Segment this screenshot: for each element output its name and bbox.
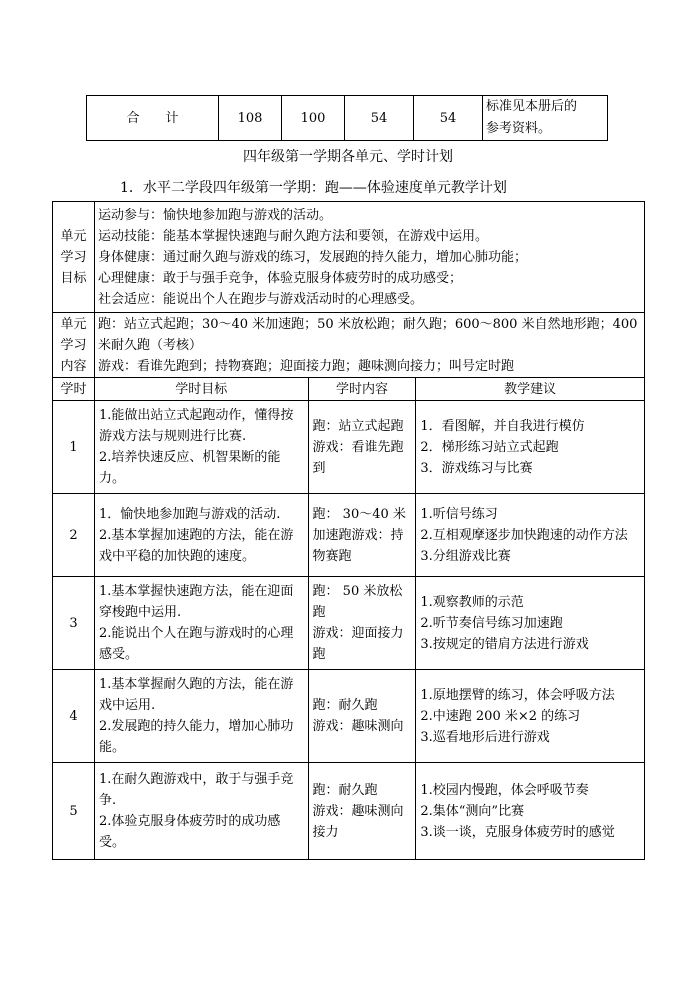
- table-header-row: [53, 378, 645, 401]
- lesson-advice: [416, 763, 645, 860]
- advice-text: 3.谈一谈，克服身体疲劳时的感觉: [420, 824, 615, 840]
- label-char: 单元: [60, 316, 87, 332]
- unit-content-row: [53, 313, 645, 378]
- column-header: 教学建议: [416, 378, 645, 401]
- unit-goals-row: [53, 202, 645, 313]
- summary-label: 合 计: [87, 96, 219, 141]
- advice-text: 2．梯形练习站立式起跑: [420, 439, 559, 455]
- advice-text: 1．看图解，并自我进行模仿: [420, 418, 585, 434]
- label-char: 学习: [60, 337, 87, 353]
- lesson-advice: [416, 401, 645, 494]
- content-line: 跑：站立式起跑；30～40 米加速跑；50 米放松跑；耐久跑；600～800 米自然地形跑；400 米耐久跑（考核）: [97, 316, 638, 353]
- goal-line: 心理健康：敢于与强手竞争，体验克服身体疲劳时的成功感受；: [97, 270, 462, 286]
- summary-row: [87, 96, 608, 141]
- advice-text: 2.互相观摩逐步加快跑速的动作方法: [420, 527, 628, 543]
- table-row: [53, 401, 645, 494]
- label-char: 内容: [60, 358, 87, 374]
- summary-value: 54: [414, 96, 483, 141]
- lesson-goals: [94, 763, 308, 860]
- goal-line: 社会适应：能说出个人在跑步与游戏活动时的心理感受。: [97, 291, 423, 307]
- advice-text: 2.听节奏信号练习加速跑: [420, 615, 563, 631]
- goal-text: 2.基本掌握加速跑的方法，能在游戏中平稳的加快跑的速度。: [98, 527, 294, 564]
- label-char: 单元: [60, 228, 87, 244]
- lesson-content: [308, 401, 416, 494]
- goal-text: 2.发展跑的持久能力，增加心肺功能。: [98, 719, 294, 755]
- advice-text: 3.按规定的错肩方法进行游戏: [420, 636, 589, 652]
- goal-text: 1.能做出站立式起跑动作，懂得按游戏方法与规则进行比赛.: [98, 408, 294, 444]
- goal-text: 1.基本掌握快速跑方法，能在迎面穿梭跑中运用.: [98, 584, 294, 620]
- content-text: 游戏：趣味测向: [312, 719, 404, 734]
- advice-text: 1.观察教师的示范: [420, 594, 524, 610]
- goal-line: 运动参与：愉快地参加跑与游戏的活动。: [97, 207, 332, 223]
- unit-goals-label: [53, 202, 95, 313]
- lesson-content: [308, 577, 416, 670]
- unit-content-label: [53, 313, 95, 378]
- advice-text: 1.原地摆臂的练习，体会呼吸方法: [420, 687, 615, 703]
- label-char: 目标: [60, 270, 87, 286]
- goal-text: 2.能说出个人在跑与游戏时的心理感受。: [98, 626, 294, 662]
- content-text: 游戏：看谁先跑到: [312, 439, 404, 476]
- advice-text: 1.听信号练习: [420, 506, 498, 522]
- lesson-number: 5: [53, 763, 95, 860]
- section-title: 1．水平二学段四年级第一学期：跑——体验速度单元教学计划: [120, 180, 507, 196]
- advice-text: 3.分组游戏比赛: [420, 548, 511, 564]
- content-text: 跑： 30～40 米加速跑游戏：持物赛跑: [312, 506, 406, 564]
- lesson-content: [308, 763, 416, 860]
- unit-plan-table: [52, 201, 645, 860]
- column-header: 学时: [53, 378, 95, 401]
- goal-text: 2.培养快速反应、机智果断的能力。: [98, 450, 281, 486]
- column-header: 学时内容: [308, 378, 416, 401]
- goal-line: 身体健康：通过耐久跑与游戏的练习，发展跑的持久能力，增加心肺功能；: [97, 249, 527, 265]
- content-text: 游戏：趣味测向接力: [312, 803, 404, 840]
- advice-text: 2.集体“测向”比赛: [420, 803, 525, 819]
- table-row: [53, 577, 645, 670]
- summary-note: [483, 96, 608, 141]
- lesson-goals: [94, 670, 308, 763]
- lesson-number: 2: [53, 494, 95, 577]
- label-char: 学习: [60, 249, 87, 265]
- column-header: 学时目标: [94, 378, 308, 401]
- lesson-number: 3: [53, 577, 95, 670]
- advice-text: 2.中速跑 200 米×2 的练习: [420, 708, 581, 724]
- lesson-advice: [416, 577, 645, 670]
- summary-value: 54: [345, 96, 414, 141]
- unit-content-content: [94, 313, 644, 378]
- lesson-content: [308, 670, 416, 763]
- content-line: 游戏：看谁先跑到；持物赛跑；迎面接力跑；趣味测向接力；叫号定时跑: [97, 358, 514, 374]
- goal-text: 2.体验克服身体疲劳时的成功感受。: [98, 814, 281, 850]
- lesson-goals: [94, 401, 308, 494]
- goal-text: 1．愉快地参加跑与游戏的活动.: [98, 506, 281, 522]
- lesson-content: [308, 494, 416, 577]
- content-text: 跑： 50 米放松跑: [312, 584, 403, 620]
- lesson-goals: [94, 577, 308, 670]
- content-text: 跑：站立式起跑: [312, 418, 404, 434]
- page-title: 四年级第一学期各单元、学时计划: [243, 149, 453, 165]
- content-text: 游戏：迎面接力跑: [312, 626, 404, 662]
- advice-text: 1.校园内慢跑，体会呼吸节奏: [420, 782, 589, 798]
- advice-text: 3．游戏练习与比赛: [420, 460, 533, 476]
- lesson-advice: [416, 494, 645, 577]
- table-row: [53, 494, 645, 577]
- lesson-number: 1: [53, 401, 95, 494]
- table-row: [53, 670, 645, 763]
- lesson-advice: [416, 670, 645, 763]
- lesson-goals: [94, 494, 308, 577]
- summary-note-line: 标准见本册后的: [486, 99, 578, 114]
- lesson-number: 4: [53, 670, 95, 763]
- summary-note-line: 参考资料。: [486, 121, 552, 136]
- unit-goals-content: [94, 202, 644, 313]
- goal-text: 1.在耐久跑游戏中，敢于与强手竞争.: [98, 772, 294, 808]
- summary-value: 108: [219, 96, 282, 141]
- table-row: [53, 763, 645, 860]
- content-text: 跑：耐久跑: [312, 782, 378, 798]
- advice-text: 3.巡看地形后进行游戏: [420, 729, 550, 745]
- goal-text: 1.基本掌握耐久跑的方法，能在游戏中运用.: [98, 677, 294, 713]
- summary-value: 100: [282, 96, 345, 141]
- content-text: 跑：耐久跑: [312, 698, 378, 713]
- goal-line: 运动技能：能基本掌握快速跑与耐久跑方法和要领，在游戏中运用。: [97, 228, 488, 244]
- summary-table: [86, 95, 608, 141]
